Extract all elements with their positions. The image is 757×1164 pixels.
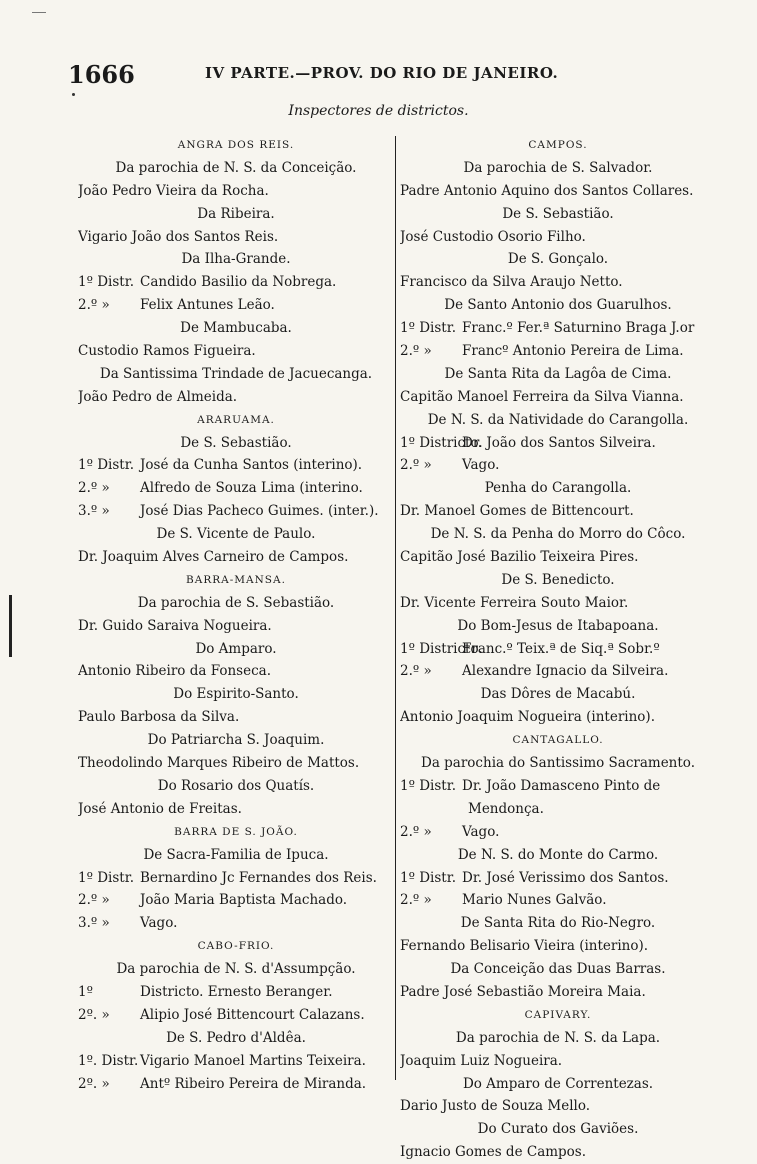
district-label: 1º Distr. bbox=[78, 869, 134, 886]
district-entry bbox=[400, 638, 716, 661]
inspector-name: Felix Antunes Leão. bbox=[140, 297, 275, 314]
inspector-name: Dr. José Verissimo dos Santos. bbox=[462, 869, 669, 886]
parish-heading: De Santo Antonio dos Guarulhos. bbox=[444, 297, 672, 314]
district-entry bbox=[78, 294, 394, 317]
inspector-name: Fernando Belisario Vieira (interino). bbox=[400, 938, 649, 955]
district-entry bbox=[400, 660, 716, 683]
district-entry bbox=[78, 271, 394, 294]
inspector-name: Paulo Barbosa da Silva. bbox=[78, 709, 240, 726]
parish-heading: De Santa Rita da Lagôa de Cima. bbox=[444, 365, 672, 382]
inspector-name: Dr. Guido Saraiva Nogueira. bbox=[78, 617, 272, 634]
inspector-name: Dario Justo de Souza Mello. bbox=[400, 1098, 591, 1115]
parish-heading: Das Dôres de Macabú. bbox=[480, 686, 636, 703]
inspector-name: Vago. bbox=[462, 823, 500, 840]
parish-heading: De S. Pedro d'Aldêa. bbox=[166, 1029, 306, 1046]
inspector-name: Districto. Ernesto Beranger. bbox=[140, 983, 333, 1000]
inspector-name: João Pedro de Almeida. bbox=[78, 388, 238, 405]
district-entry bbox=[78, 889, 394, 912]
inspector-name: Vigario João dos Santos Reis. bbox=[78, 228, 279, 245]
inspector-name: Alipio José Bittencourt Calazans. bbox=[140, 1006, 365, 1023]
page-header bbox=[0, 60, 757, 90]
municipality-heading: CANTAGALLO. bbox=[512, 734, 604, 747]
parish-heading: Da parochia de S. Sebastião. bbox=[137, 594, 335, 611]
right-column bbox=[400, 134, 716, 1161]
district-label: 2º. » bbox=[78, 1075, 110, 1092]
district-entry bbox=[78, 454, 394, 477]
inspector-name: Mendonça. bbox=[468, 800, 544, 817]
parish-heading: De Mambucaba. bbox=[180, 320, 292, 337]
parish-heading: De S. Benedicto. bbox=[501, 571, 615, 588]
inspector-name: Custodio Ramos Figueira. bbox=[78, 343, 256, 360]
district-label: 2.º » bbox=[78, 297, 110, 314]
district-label: 1º Distr. bbox=[400, 320, 456, 337]
district-label: 2.º » bbox=[78, 480, 110, 497]
district-entry bbox=[400, 317, 716, 340]
inspector-name: Dr. João Damasceno Pinto de bbox=[462, 777, 661, 794]
district-entry bbox=[78, 981, 394, 1004]
inspector-name: José da Cunha Santos (interino). bbox=[140, 457, 363, 474]
inspector-name: Dr. Vicente Ferreira Souto Maior. bbox=[400, 594, 629, 611]
district-label: 2.º » bbox=[400, 892, 432, 909]
parish-heading: Da parochia do Santissimo Sacramento. bbox=[421, 755, 695, 772]
inspector-name: Antonio Joaquim Nogueira (interino). bbox=[400, 709, 655, 726]
parish-heading: Da Santissima Trindade de Jacuecanga. bbox=[99, 365, 373, 382]
district-label: 1º Districto. bbox=[400, 640, 483, 657]
inspector-name: José Antonio de Freitas. bbox=[78, 800, 242, 817]
parish-heading: Da parochia de N. S. d'Assumpção. bbox=[116, 961, 356, 978]
inspector-name: Capitão José Bazilio Teixeira Pires. bbox=[400, 549, 639, 566]
parish-heading: Da parochia de N. S. da Lapa. bbox=[455, 1029, 661, 1046]
municipality-heading: CAMPOS. bbox=[528, 139, 588, 151]
parish-heading: Da parochia de N. S. da Conceição. bbox=[115, 159, 357, 176]
running-title: IV PARTE.—PROV. DO RIO DE JANEIRO. bbox=[205, 64, 559, 82]
district-label: 1º Distr. bbox=[400, 869, 456, 886]
inspector-name: Franc.º Fer.ª Saturnino Braga J.or bbox=[462, 320, 695, 337]
parish-heading: Do Bom-Jesus de Itabapoana. bbox=[457, 617, 659, 634]
district-label: 2º. » bbox=[78, 1006, 110, 1023]
inspector-name: Bernardino Jc Fernandes dos Reis. bbox=[140, 869, 377, 886]
parish-heading: Do Amparo. bbox=[195, 640, 277, 657]
parish-heading: De S. Vicente de Paulo. bbox=[156, 526, 316, 543]
inspector-name: Alexandre Ignacio da Silveira. bbox=[462, 663, 669, 680]
district-entry bbox=[78, 1073, 394, 1096]
ink-dot bbox=[72, 93, 75, 96]
district-entry bbox=[78, 1050, 394, 1073]
inspector-name: Ignacio Gomes de Campos. bbox=[400, 1144, 587, 1161]
inspector-name: Dr. João dos Santos Silveira. bbox=[462, 434, 656, 451]
district-label: 1º Districto. bbox=[400, 434, 483, 451]
parish-heading: De S. Gonçalo. bbox=[507, 251, 609, 268]
parish-heading: Da Ribeira. bbox=[197, 205, 275, 222]
district-entry bbox=[78, 500, 394, 523]
parish-heading: De S. Sebastião. bbox=[502, 205, 614, 222]
inspector-name: José Dias Pacheco Guimes. (inter.). bbox=[140, 503, 379, 520]
section-subtitle: Inspectores de districtos. bbox=[288, 103, 469, 119]
parish-heading: De Sacra-Familia de Ipuca. bbox=[143, 846, 329, 863]
district-label: 1º Distr. bbox=[78, 457, 134, 474]
inspector-name: Padre José Sebastião Moreira Maia. bbox=[400, 983, 646, 1000]
district-entry bbox=[400, 821, 716, 844]
district-entry bbox=[400, 889, 716, 912]
municipality-heading: BARRA DE S. JOÃO. bbox=[174, 825, 298, 838]
district-entry bbox=[78, 1004, 394, 1027]
district-entry bbox=[400, 432, 716, 455]
district-entry bbox=[400, 454, 716, 477]
parish-heading: Da parochia de S. Salvador. bbox=[463, 159, 653, 176]
margin-bar bbox=[9, 595, 12, 657]
district-label: 2.º » bbox=[78, 892, 110, 909]
inspector-name: Theodolindo Marques Ribeiro de Mattos. bbox=[78, 755, 360, 772]
district-entry bbox=[400, 775, 716, 798]
inspector-name: Vigario Manoel Martins Teixeira. bbox=[140, 1052, 366, 1069]
parish-heading: Do Amparo de Correntezas. bbox=[462, 1075, 654, 1092]
page-number: 1666 bbox=[68, 60, 135, 89]
district-entry bbox=[400, 867, 716, 890]
inspector-name: Antonio Ribeiro da Fonseca. bbox=[78, 663, 271, 680]
inspector-name: Francisco da Silva Araujo Netto. bbox=[400, 274, 623, 291]
district-entry bbox=[78, 477, 394, 500]
district-label: 2.º » bbox=[400, 343, 432, 360]
left-column bbox=[78, 134, 394, 1092]
inspector-name: Padre Antonio Aquino dos Santos Collares. bbox=[400, 182, 694, 199]
parish-heading: De N. S. da Natividade do Carangolla. bbox=[427, 411, 689, 428]
district-label: 3.º » bbox=[78, 915, 110, 932]
municipality-heading: ANGRA DOS REIS. bbox=[177, 139, 295, 151]
inspector-name: João Maria Baptista Machado. bbox=[140, 892, 348, 909]
district-label: 2.º » bbox=[400, 823, 432, 840]
inspector-name: Vago. bbox=[140, 915, 178, 932]
inspector-name: Antº Ribeiro Pereira de Miranda. bbox=[140, 1075, 367, 1092]
parish-heading: Do Patriarcha S. Joaquim. bbox=[147, 732, 325, 749]
inspector-name: Dr. Manoel Gomes de Bittencourt. bbox=[400, 503, 634, 520]
district-entry bbox=[400, 340, 716, 363]
municipality-heading: CABO-FRIO. bbox=[197, 940, 275, 953]
parish-heading: De N. S. da Penha do Morro do Côco. bbox=[430, 526, 686, 543]
municipality-heading: BARRA-MANSA. bbox=[186, 573, 286, 586]
district-label: 2.º » bbox=[400, 663, 432, 680]
district-entry bbox=[78, 867, 394, 890]
district-label: 1º Distr. bbox=[78, 274, 134, 291]
district-label: 2.º » bbox=[400, 457, 432, 474]
parish-heading: Da Ilha-Grande. bbox=[181, 251, 291, 268]
scan-mark bbox=[32, 12, 46, 13]
parish-heading: De Santa Rita do Rio-Negro. bbox=[460, 915, 656, 932]
parish-heading: Do Espirito-Santo. bbox=[173, 686, 299, 703]
district-label: 1º. Distr. bbox=[78, 1052, 139, 1069]
parish-heading: De N. S. do Monte do Carmo. bbox=[457, 846, 659, 863]
inspector-name: Vago. bbox=[462, 457, 500, 474]
district-entry bbox=[78, 912, 394, 935]
parish-heading: De S. Sebastião. bbox=[180, 434, 292, 451]
parish-heading: Do Curato dos Gaviões. bbox=[477, 1121, 639, 1138]
inspector-name: Joaquim Luiz Nogueira. bbox=[400, 1052, 563, 1069]
parish-heading: Da Conceição das Duas Barras. bbox=[450, 961, 666, 978]
parish-heading: Do Rosario dos Quatís. bbox=[157, 777, 315, 794]
inspector-name: Alfredo de Souza Lima (interino. bbox=[140, 480, 363, 497]
parish-heading: Penha do Carangolla. bbox=[484, 480, 632, 497]
inspector-name: Capitão Manoel Ferreira da Silva Vianna. bbox=[400, 388, 684, 405]
district-label: 1º Distr. bbox=[400, 777, 456, 794]
inspector-name: Dr. Joaquim Alves Carneiro de Campos. bbox=[78, 549, 349, 566]
inspector-name: Candido Basilio da Nobrega. bbox=[140, 274, 337, 291]
column-divider bbox=[395, 136, 396, 1080]
inspector-name: Mario Nunes Galvão. bbox=[462, 892, 607, 909]
district-label: 3.º » bbox=[78, 503, 110, 520]
inspector-name: Francº Antonio Pereira de Lima. bbox=[462, 343, 684, 360]
inspector-name: Franc.º Teix.ª de Siq.ª Sobr.º bbox=[462, 640, 660, 657]
municipality-heading: CAPIVARY. bbox=[524, 1008, 592, 1021]
district-label: 1º bbox=[78, 983, 93, 1000]
inspector-name: José Custodio Osorio Filho. bbox=[400, 228, 586, 245]
municipality-heading: ARARUAMA. bbox=[197, 413, 275, 426]
inspector-name: João Pedro Vieira da Rocha. bbox=[78, 182, 269, 199]
